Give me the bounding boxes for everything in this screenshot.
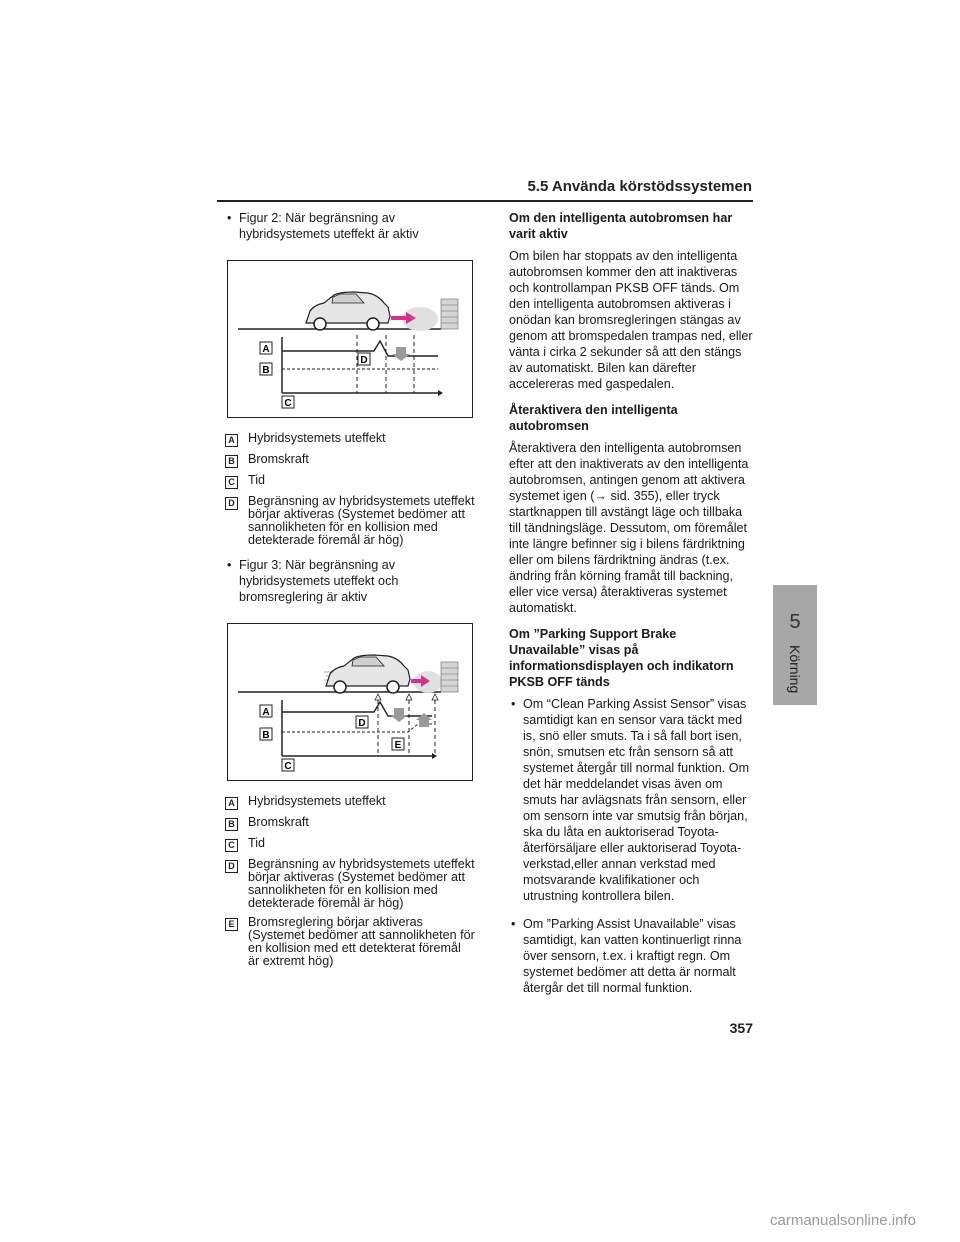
left-column [225, 210, 475, 974]
figure-3-caption: • Figur 3: När begränsning av hybridsystemets uteffekt och bromsreglering är aktiv [225, 557, 475, 605]
label-a: A [262, 344, 270, 355]
paragraph-reactivate: Återaktivera den intelligenta autobromsen efter att den inaktiverats av den intelligenta autobromsen, antingen genom att aktivera systemet igen (→ sid. 355), eller tryck startknappen till avstängt läge och tillbaka till tändningsläge. Dessutom, om föremålet inte längre befinner sig i bilens färdriktning eller om bilens färdriktning ändras (t.ex. ändring från körning framåt till backning, eller vice versa) återaktiveras systemet automatiskt. [509, 441, 749, 615]
label-e: E [394, 740, 402, 751]
label-d: D [358, 718, 366, 729]
down-arrow-icon [390, 715, 408, 722]
legend-item: A Hybridsystemets uteffekt [225, 432, 475, 447]
legend-item: E Bromsreglering börjar aktiveras (Systemet bedömer att sannolikheten för en kollision med ett detekterat föremål är extremt hög) [225, 916, 475, 968]
header-rule [217, 200, 753, 202]
heading-unavailable: Om ”Parking Support Brake Unavailable” visas på informationsdisplayen och indikatorn PKSB OFF tänds [509, 627, 734, 689]
paragraph-autobrake-active: Om bilen har stoppats av den intelligenta autobromsen kommer den att inaktiveras och kontrollampan PKSB OFF tänds. Om den intelligenta autobromsen aktiveras i onödan kan bromsregleringen stängas av genom att bromspedalen trampas ned, eller vänta i cirka 2 sekunder så att den stängs av automatiskt. Bilen kan därefter accelereras med gaspedalen. [509, 249, 753, 391]
bullet-parking-assist-unavailable: • Om ”Parking Assist Unavailable” visas samtidigt, kan vatten kontinuerligt rinna över sensorn, t.ex. i kraftigt regn. Om systemet bedömer att detta är normalt återgår det till normal funktion. [509, 916, 754, 996]
figure-2-caption: • Figur 2: När begränsning av hybridsystemets uteffekt är aktiv [225, 210, 475, 242]
legend-item: D Begränsning av hybridsystemets uteffekt börjar aktiveras (Systemet bedömer att sannolikheten för en kollision med detekterade föremål är hög) [225, 495, 475, 547]
legend-item: C Tid [225, 837, 475, 852]
figure-2-diagram [228, 261, 472, 417]
figure-3 [227, 623, 473, 781]
figure-2-legend [225, 432, 475, 547]
legend-item: B Bromskraft [225, 453, 475, 468]
right-column [509, 210, 754, 1008]
chapter-label: Körning [787, 645, 803, 694]
down-arrow-icon [392, 354, 410, 361]
legend-item: D Begränsning av hybridsystemets uteffekt börjar aktiveras (Systemet bedömer att sannolikheten för en kollision med detekterade föremål är hög) [225, 858, 475, 910]
section-title: 5.5 Använda körstödssystemen [527, 178, 752, 195]
heading-reactivate: Återaktivera den intelligenta autobromsen [509, 403, 678, 433]
legend-item: A Hybridsystemets uteffekt [225, 795, 475, 810]
label-c: C [284, 398, 292, 409]
car-icon [324, 655, 410, 693]
car-icon [306, 292, 390, 330]
wall-icon [441, 299, 458, 329]
chapter-number: 5 [789, 611, 801, 633]
legend-item: B Bromskraft [225, 816, 475, 831]
label-c: C [284, 761, 292, 772]
legend-item: C Tid [225, 474, 475, 489]
watermark: carmanualsonline.info [770, 1212, 916, 1229]
figure-3-legend [225, 795, 475, 968]
figure-3-diagram [228, 624, 472, 780]
page-number: 357 [729, 1020, 753, 1036]
chapter-label-wrap [775, 645, 815, 710]
label-a: A [262, 707, 270, 718]
bullet-clean-sensor: • Om “Clean Parking Assist Sensor” visas samtidigt kan en sensor vara täckt med is, snö eller smuts. Ta i så fall bort isen, snön, smutsen etc från sensorn så att systemet återgår till normal funktion. Om det här meddelandet visas även om smuts har avlägsnats från sensorn, eller om sensorn inte var smutsig från början, ska du låta en auktoriserad Toyota-återförsäljare eller auktoriserad Toyota-verkstad,eller annan verkstad med motsvarande kvalifikationer och utrustning kontrollera bilen. [509, 696, 754, 904]
label-d: D [360, 355, 368, 366]
figure-2 [227, 260, 473, 418]
label-b: B [262, 730, 270, 741]
wall-icon [441, 662, 458, 692]
heading-autobrake-active: Om den intelligenta autobromsen har varit aktiv [509, 211, 733, 241]
label-b: B [262, 365, 270, 376]
